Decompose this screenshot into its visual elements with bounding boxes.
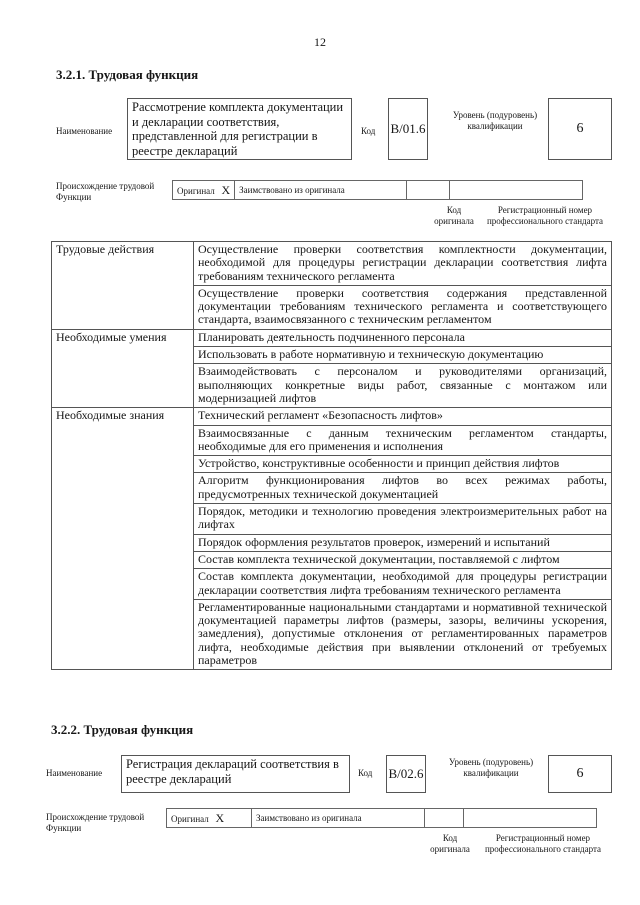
origin-label: Происхождение трудовой Функции bbox=[56, 181, 155, 202]
origin-code-cell bbox=[425, 809, 464, 828]
original-mark: X bbox=[221, 182, 231, 197]
origin-table bbox=[172, 180, 583, 200]
origin-label: Происхождение трудовой Функции bbox=[46, 812, 145, 833]
origin-table bbox=[166, 808, 597, 828]
page-number: 12 bbox=[314, 35, 326, 49]
labor-action-item: Осуществление проверки соответствия комплектности документации, необходимой для процедуры регистрации декларации соответствия лифта требованиям технического регламента bbox=[194, 242, 612, 286]
table-row bbox=[52, 408, 612, 425]
reg-number-label: Регистрационный номер профессионального стандарта bbox=[484, 833, 602, 854]
knowledge-item: Устройство, конструктивные особенности и принцип действия лифтов bbox=[194, 456, 612, 473]
code-value-box: В/02.6 bbox=[386, 755, 426, 793]
code-original-label: Код оригинала bbox=[434, 205, 474, 226]
knowledge-item: Алгоритм функционирования лифтов во всех режимах работы, предусмотренных технической документацией bbox=[194, 473, 612, 504]
name-label: Наименование bbox=[56, 126, 113, 136]
knowledge-item: Порядок оформления результатов проверок, измерений и испытаний bbox=[194, 534, 612, 551]
category-required-skills: Необходимые умения bbox=[52, 329, 194, 407]
skill-item: Взаимодействовать с персоналом и руководителями организаций, выполняющих конкретные виды работ, связанные с монтажом или модернизацией лифтов bbox=[194, 364, 612, 408]
knowledge-item: Состав комплекта документации, необходимой для процедуры регистрации декларации соответствия лифта требованиям технического регламента bbox=[194, 569, 612, 600]
original-mark: X bbox=[215, 810, 225, 825]
origin-code-cell bbox=[407, 181, 450, 200]
function-name-box: Рассмотрение комплекта документации и декларации соответствия, представленной для регистрации в реестре деклараций bbox=[127, 98, 352, 160]
borrowed-label: Заимствовано из оригинала bbox=[252, 809, 425, 828]
labor-action-item: Осуществление проверки соответствия содержания представленной документации требованиям технического регламента и соответствующего стандарта, взаимосвязанного с техническим регламентом bbox=[194, 285, 612, 329]
origin-reg-cell bbox=[464, 809, 597, 828]
original-label: Оригинал bbox=[177, 185, 215, 196]
table-row bbox=[52, 242, 612, 286]
reg-number-label: Регистрационный номер профессионального стандарта bbox=[486, 205, 604, 226]
qualification-level-box: 6 bbox=[548, 755, 612, 793]
name-label: Наименование bbox=[46, 768, 103, 778]
borrowed-label: Заимствовано из оригинала bbox=[235, 181, 407, 200]
skill-item: Использовать в работе нормативную и техническую документацию bbox=[194, 347, 612, 364]
code-value-box: В/01.6 bbox=[388, 98, 428, 160]
knowledge-item: Технический регламент «Безопасность лифтов» bbox=[194, 408, 612, 425]
category-labor-actions: Трудовые действия bbox=[52, 242, 194, 330]
section-heading-3-2-2: 3.2.2. Трудовая функция bbox=[51, 722, 194, 737]
knowledge-item: Состав комплекта технической документации, поставляемой с лифтом bbox=[194, 551, 612, 568]
code-label: Код bbox=[358, 768, 373, 778]
table-row bbox=[52, 329, 612, 346]
qualification-level-label: Уровень (подуровень) квалификации bbox=[448, 757, 534, 778]
qualification-level-box: 6 bbox=[548, 98, 612, 160]
code-label: Код bbox=[361, 126, 376, 136]
knowledge-item: Взаимосвязанные с данным техническим регламентом стандарты, необходимые для его применения и исполнения bbox=[194, 425, 612, 456]
origin-reg-cell bbox=[450, 181, 583, 200]
function-name-box: Регистрация деклараций соответствия в реестре деклараций bbox=[121, 755, 350, 793]
labor-function-table bbox=[51, 241, 612, 670]
original-label: Оригинал bbox=[171, 813, 209, 824]
knowledge-item: Регламентированные национальными стандартами и нормативной технической документацией параметры лифтов (размеры, зазоры, величины ускорения, замедления), допустимые отклонения от регламентированных параметров лифта, необходимые действия при выявлении отклонений от требуемых параметров bbox=[194, 599, 612, 669]
category-required-knowledge: Необходимые знания bbox=[52, 408, 194, 670]
skill-item: Планировать деятельность подчиненного персонала bbox=[194, 329, 612, 346]
section-heading-3-2-1: 3.2.1. Трудовая функция bbox=[56, 67, 199, 82]
qualification-level-label: Уровень (подуровень) квалификации bbox=[452, 110, 538, 131]
knowledge-item: Порядок, методики и технологию проведения электроизмерительных работ на лифтах bbox=[194, 504, 612, 535]
code-original-label: Код оригинала bbox=[430, 833, 470, 854]
